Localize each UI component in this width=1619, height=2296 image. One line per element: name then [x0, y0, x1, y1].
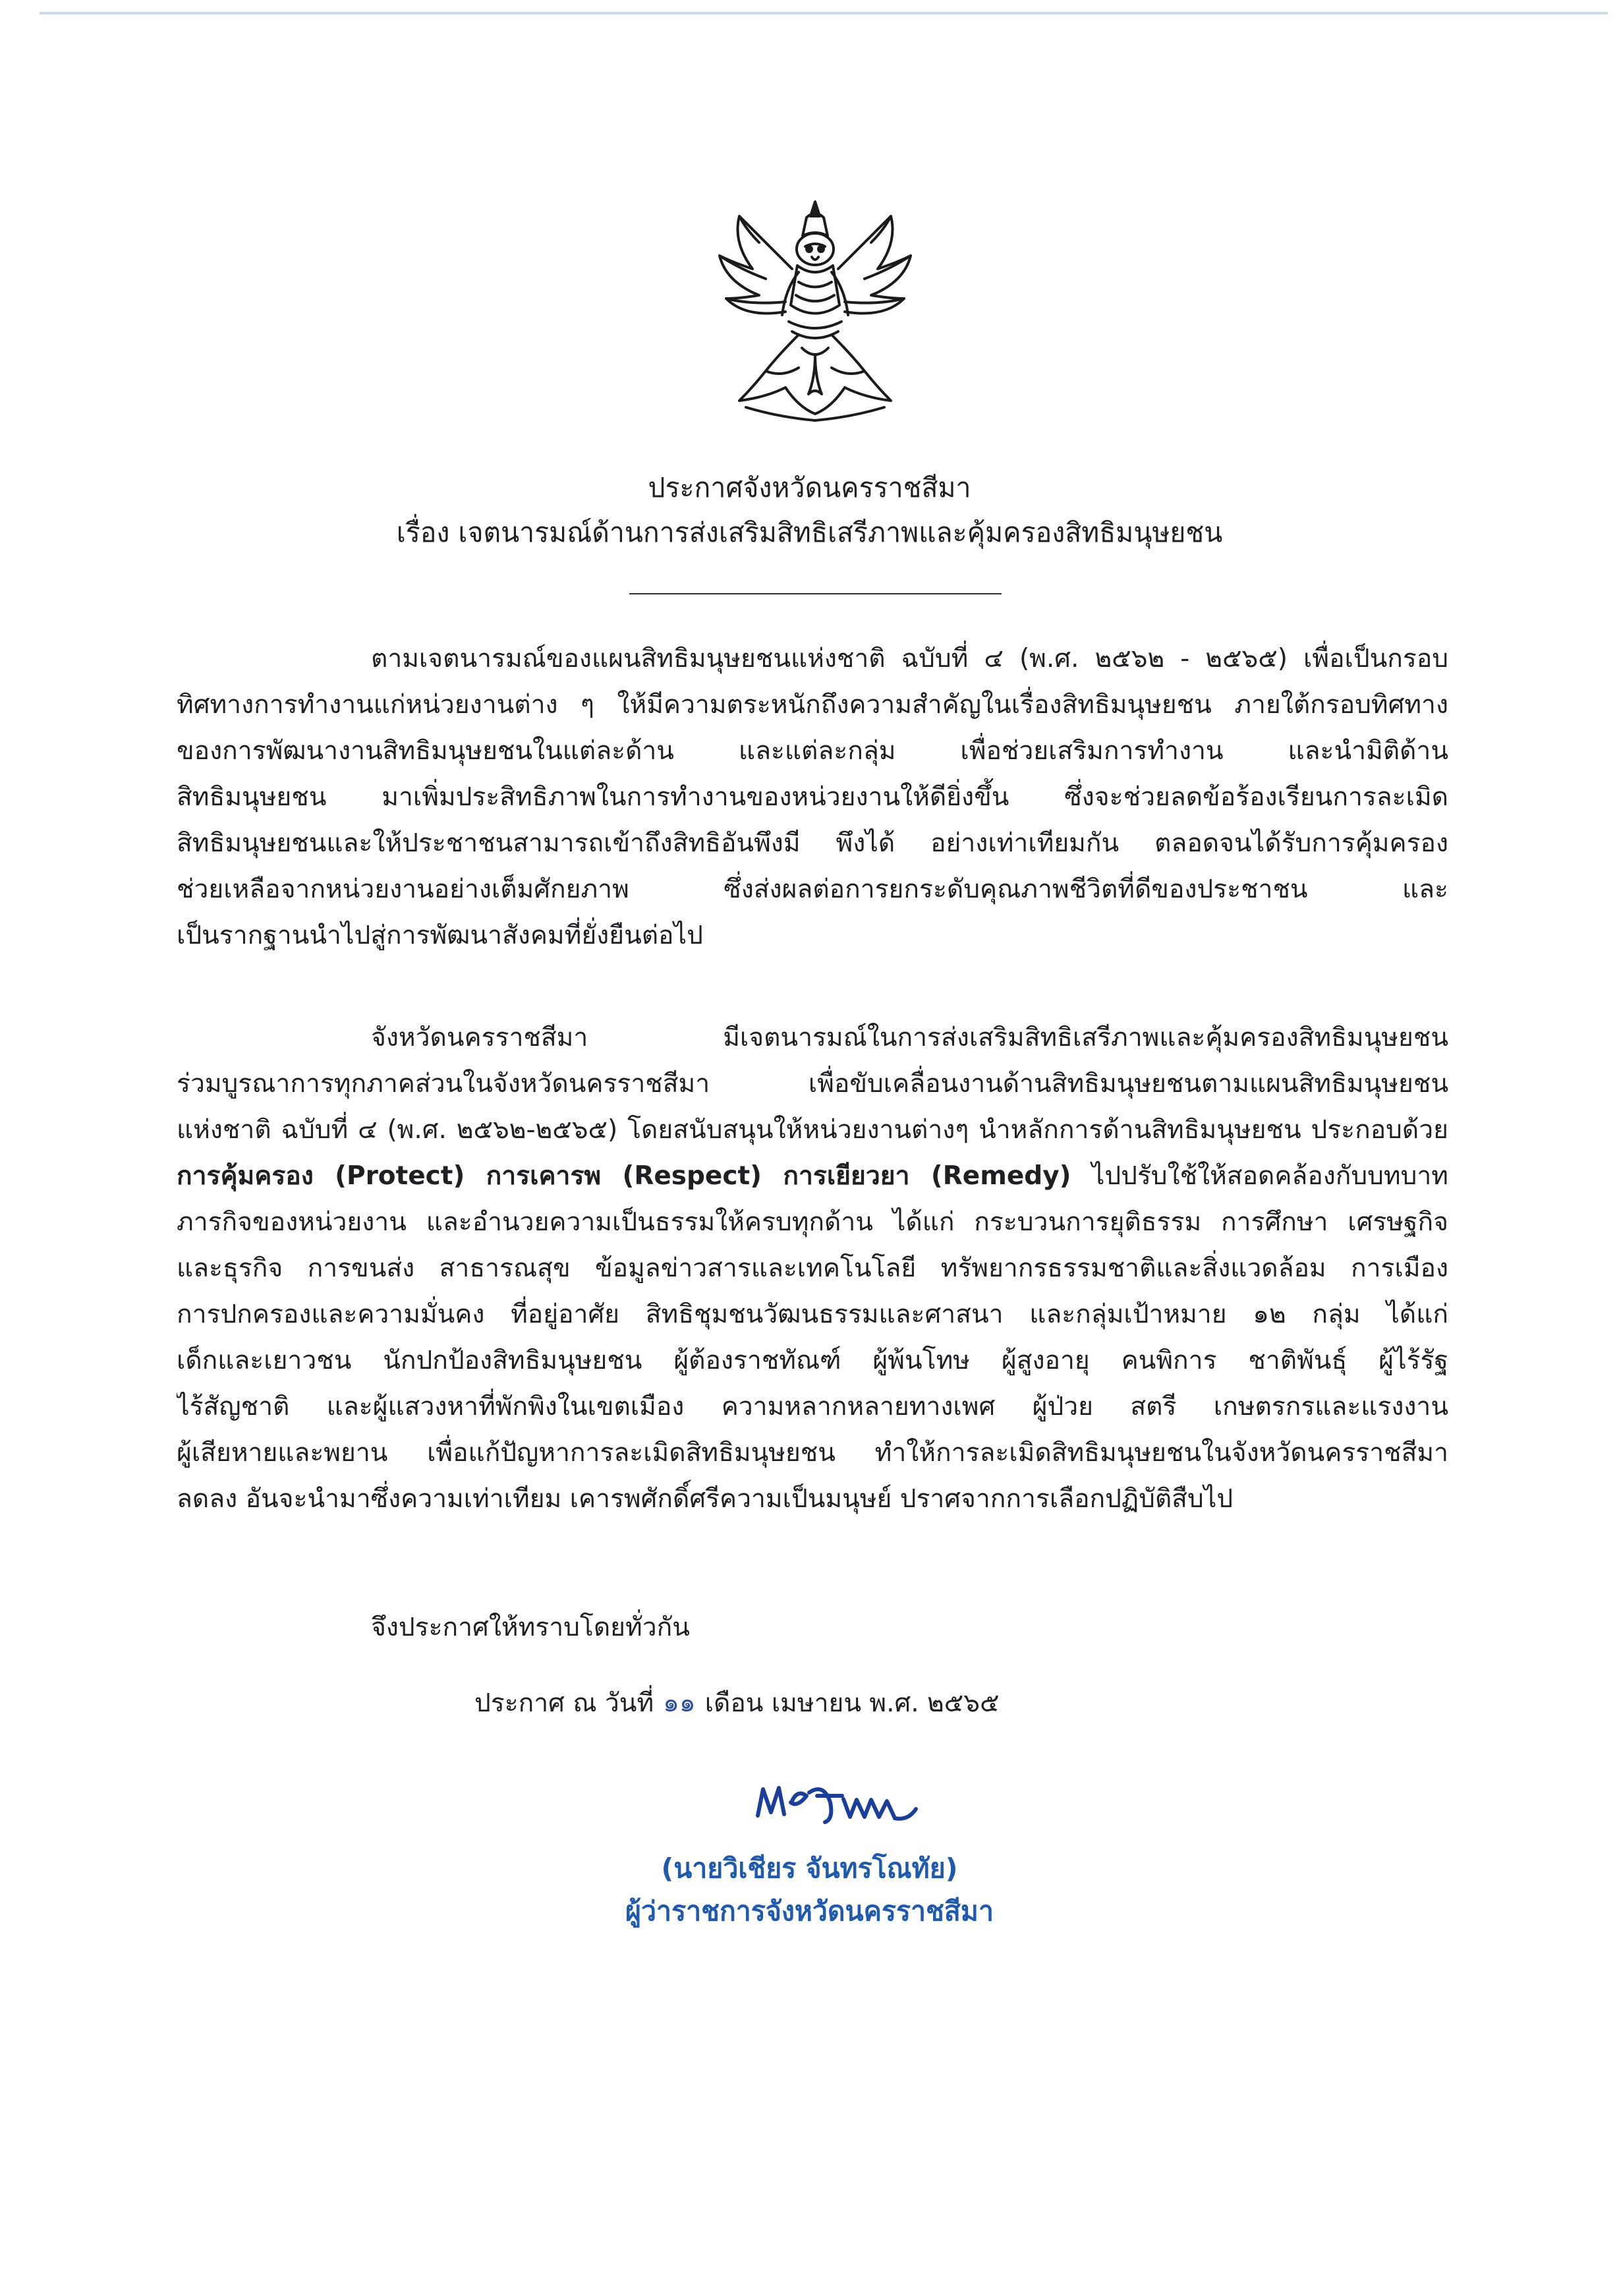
announcement-date	[474, 1680, 1000, 1727]
signer-position: ผู้ว่าราชการจังหวัดนครราชสีมา	[625, 1895, 994, 1927]
paragraph-line: เด็กและเยาวชน นักปกป้องสิทธิมนุษยชน ผู้ต้องราชทัณฑ์ ผู้พ้นโทษ ผู้สูงอายุ คนพิการ ชาติพันธุ์ ผู้ไร้รัฐ	[177, 1346, 1448, 1375]
paragraph-line: ทิศทางการทำงานแก่หน่วยงานต่าง ๆ ให้มีความตระหนักถึงความสำคัญในเรื่องสิทธิมนุษยชน ภายใต้กรอบทิศทาง	[177, 690, 1448, 720]
paragraph-line: แห่งชาติ ฉบับที่ ๔ (พ.ศ. ๒๕๖๒-๒๕๖๕) โดยสนับสนุนให้หน่วยงานต่างๆ นำหลักการด้านสิทธิมนุษยชน ประกอบด้วย	[177, 1115, 1448, 1145]
paragraph-line: จังหวัดนครราชสีมา มีเจตนารมณ์ในการส่งเสริมสิทธิเสรีภาพและคุ้มครองสิทธิมนุษยชน	[371, 1023, 1448, 1052]
paragraph-line: การปกครองและความมั่นคง ที่อยู่อาศัย สิทธิชุมชนวัฒนธรรมและศาสนา และกลุ่มเป้าหมาย ๑๒ กลุ่ม ได้แก่	[177, 1300, 1448, 1329]
date-suffix: เดือน เมษายน พ.ศ. ๒๕๖๕	[704, 1688, 1000, 1718]
handwritten-signature	[751, 1769, 923, 1832]
top-edge-rule	[40, 12, 1608, 14]
paragraph-2	[177, 1015, 1448, 1522]
paragraph-1	[177, 636, 1448, 959]
paragraph-line: ร่วมบูรณาการทุกภาคส่วนในจังหวัดนครราชสีมา เพื่อขับเคลื่อนงานด้านสิทธิมนุษยชนตามแผนสิทธิมนุษยชน	[177, 1069, 1448, 1099]
paragraph-line: ของการพัฒนางานสิทธิมนุษยชนในแต่ละด้าน และแต่ละกลุ่ม เพื่อช่วยเสริมการทำงาน และนำมิติด้าน	[177, 736, 1448, 766]
title-divider	[629, 593, 1002, 594]
paragraph-line: ไร้สัญชาติ และผู้แสวงหาที่พักพิงในเขตเมือง ความหลากหลายทางเพศ ผู้ป่วย สตรี เกษตรกรและแรงงาน	[177, 1392, 1448, 1421]
paragraph-line: ภารกิจของหน่วยงาน และอำนวยความเป็นธรรมให้ครบทุกด้าน ได้แก่ กระบวนการยุติธรรม การศึกษา เศรษฐกิจ	[177, 1207, 1448, 1237]
paragraph-line: ตามเจตนารมณ์ของแผนสิทธิมนุษยชนแห่งชาติ ฉบับที่ ๔ (พ.ศ. ๒๕๖๒ - ๒๕๖๕) เพื่อเป็นกรอบ	[371, 644, 1448, 674]
paragraph-line: ลดลง อันจะนำมาซึ่งความเท่าเทียม เคารพศักดิ์ศรีความเป็นมนุษย์ ปราศจากการเลือกปฏิบัติสืบไป	[177, 1484, 1234, 1514]
closing-statement: จึงประกาศให้ทราบโดยทั่วกัน	[371, 1613, 690, 1642]
date-day-handwritten: ๑๑	[663, 1688, 696, 1718]
signer-name: (นายวิเชียร จันทรโณทัย)	[661, 1852, 958, 1884]
rights-principles-rest: ไปปรับใช้ให้สอดคล้องกับบทบาท	[1071, 1161, 1448, 1191]
document-subject: เรื่อง เจตนารมณ์ด้านการส่งเสริมสิทธิเสรีภาพและคุ้มครองสิทธิมนุษยชน	[396, 517, 1223, 548]
paragraph-line: ช่วยเหลือจากหน่วยงานอย่างเต็มศักยภาพ ซึ่งส่งผลต่อการยกระดับคุณภาพชีวิตที่ดีของประชาชน และ	[177, 875, 1448, 904]
paragraph-line: สิทธิมนุษยชนและให้ประชาชนสามารถเข้าถึงสิทธิอันพึงมี พึงได้ อย่างเท่าเทียมกัน ตลอดจนได้รับการคุ้มครอง	[177, 828, 1448, 858]
date-prefix: ประกาศ ณ วันที่	[474, 1688, 654, 1718]
rights-principles-bold: การคุ้มครอง (Protect) การเคารพ (Respect) การเยียวยา (Remedy)	[177, 1161, 1071, 1191]
paragraph-line-rights-principles	[177, 1153, 1448, 1199]
document-title: ประกาศจังหวัดนครราชสีมา	[648, 472, 971, 503]
paragraph-line: เป็นรากฐานนำไปสู่การพัฒนาสังคมที่ยั่งยืนต่อไป	[177, 921, 703, 950]
paragraph-line: สิทธิมนุษยชน มาเพิ่มประสิทธิภาพในการทำงานของหน่วยงานให้ดียิ่งขึ้น ซึ่งจะช่วยลดข้อร้องเรียนการละเมิด	[177, 782, 1448, 812]
paragraph-line: และธุรกิจ การขนส่ง สาธารณสุข ข้อมูลข่าวสารและเทคโนโลยี ทรัพยากรธรรมชาติและสิ่งแวดล้อม การเมือง	[177, 1253, 1448, 1283]
garuda-emblem-icon	[693, 190, 937, 434]
paragraph-line: ผู้เสียหายและพยาน เพื่อแก้ปัญหาการละเมิดสิทธิมนุษยชน ทำให้การละเมิดสิทธิมนุษยชนในจังหวัดนครราชสีมา	[177, 1438, 1448, 1468]
